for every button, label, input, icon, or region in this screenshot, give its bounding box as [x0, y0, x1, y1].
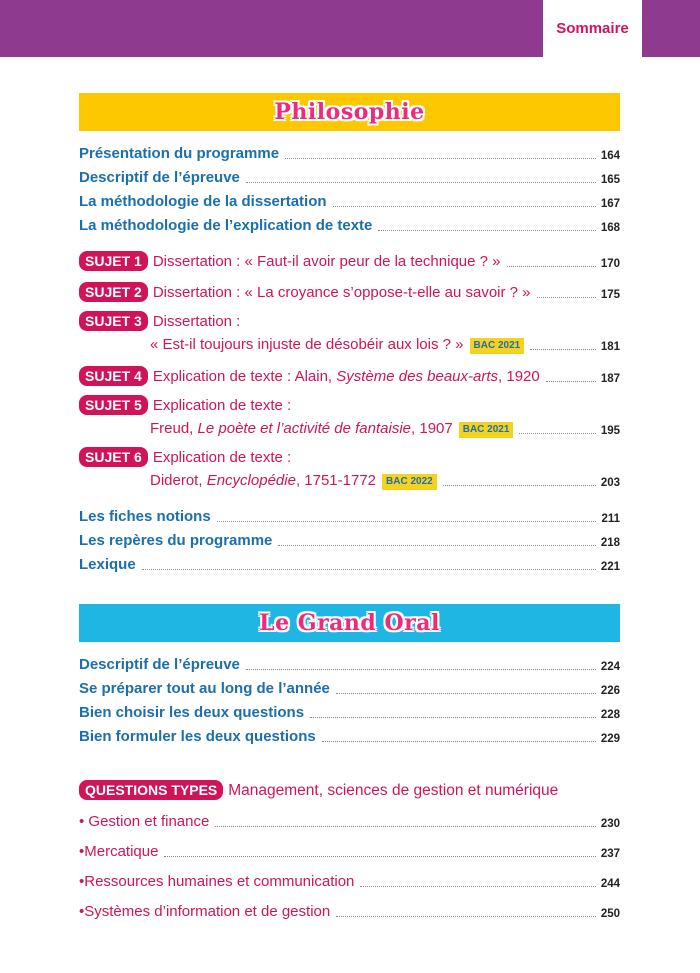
dot-leader	[164, 856, 596, 857]
toc-entry-label: Les repères du programme	[79, 532, 273, 549]
dot-leader	[530, 349, 596, 350]
page-number: 170	[600, 258, 620, 270]
sujet-text: Dissertation : « Faut-il avoir peur de la technique ? »	[152, 253, 501, 270]
toc-entry-label: Bien choisir les deux questions	[79, 704, 305, 721]
question-entry[interactable]	[79, 809, 620, 831]
sujet-entry[interactable]	[79, 280, 620, 302]
sujet-entry[interactable]	[79, 249, 620, 271]
questions-types-badge: QUESTIONS TYPES	[79, 780, 223, 800]
sujet-text: Dissertation : « La croyance s’oppose-t-elle au savoir ? »	[152, 284, 531, 301]
toc-entry[interactable]	[79, 189, 620, 211]
page-number: 165	[600, 174, 620, 186]
question-label: •Mercatique	[79, 843, 159, 860]
dot-leader	[333, 206, 596, 207]
dot-leader	[246, 669, 596, 670]
page-number: 230	[600, 818, 620, 830]
sujet-text: Explication de texte : Alain, Système des beaux-arts, 1920	[152, 368, 540, 385]
sommaire-tab[interactable]: Sommaire	[543, 0, 642, 57]
sujet-text: Explication de texte :	[152, 397, 292, 414]
sujet-entry[interactable]	[79, 393, 620, 415]
sujet-entry[interactable]	[79, 309, 620, 331]
sujet-badge: SUJET 3	[79, 311, 148, 331]
page-number: 211	[601, 513, 620, 525]
page-number: 228	[600, 709, 620, 721]
dot-leader	[278, 545, 596, 546]
dot-leader	[546, 381, 596, 382]
page-number: 250	[600, 908, 620, 920]
sujet-text: Explication de texte :	[152, 449, 292, 466]
toc-entry[interactable]	[79, 676, 620, 698]
question-entry[interactable]	[79, 869, 620, 891]
toc-entry[interactable]	[79, 141, 620, 163]
toc-entry-label: La méthodologie de la dissertation	[79, 193, 327, 210]
sujet-badge: SUJET 4	[79, 366, 148, 386]
page-number: 224	[600, 661, 620, 673]
toc-entry-label: Se préparer tout au long de l’année	[79, 680, 330, 697]
toc-entry[interactable]	[79, 165, 620, 187]
sujet-entry[interactable]	[79, 445, 620, 467]
page-number: 187	[600, 373, 620, 385]
page-number: 203	[600, 477, 620, 489]
toc-entry-label: Lexique	[79, 556, 136, 573]
philosophie-banner	[79, 93, 620, 131]
dot-leader	[217, 521, 596, 522]
page-number: 164	[600, 150, 620, 162]
question-label: • Gestion et finance	[79, 813, 210, 830]
dot-leader	[519, 433, 596, 434]
dot-leader	[310, 717, 596, 718]
page-number: 221	[600, 561, 620, 573]
sujet-text: « Est-il toujours injuste de désobéir aux lois ? »	[150, 336, 464, 353]
toc-entry[interactable]	[79, 552, 620, 574]
toc-entry[interactable]	[79, 724, 620, 746]
question-label: •Ressources humaines et communication	[79, 873, 355, 890]
dot-leader	[537, 297, 596, 298]
dot-leader	[507, 266, 596, 267]
question-entry[interactable]	[79, 899, 620, 921]
dot-leader	[443, 485, 596, 486]
question-entry[interactable]	[79, 839, 620, 861]
toc-entry[interactable]	[79, 700, 620, 722]
dot-leader	[246, 182, 596, 183]
sujet-text: Dissertation :	[152, 313, 241, 330]
page-number: 229	[600, 733, 620, 745]
bac-badge: BAC 2022	[382, 474, 437, 490]
sujet-entry-continued[interactable]	[150, 416, 620, 438]
toc-entry-label: La méthodologie de l’explication de texte	[79, 217, 373, 234]
toc-entry[interactable]	[79, 652, 620, 674]
sujet-badge: SUJET 1	[79, 251, 148, 271]
grand-oral-banner	[79, 604, 620, 642]
toc-entry-label: Présentation du programme	[79, 145, 280, 162]
question-label: •Systèmes d’information et de gestion	[79, 903, 331, 920]
dot-leader	[285, 158, 596, 159]
page-number: 167	[600, 198, 620, 210]
philosophie-title: Philosophie	[274, 99, 425, 125]
page-number: 195	[600, 425, 620, 437]
page-number: 175	[600, 289, 620, 301]
page-number: 218	[600, 537, 620, 549]
sujet-text: Diderot, Encyclopédie, 1751-1772	[150, 472, 377, 489]
dot-leader	[360, 886, 596, 887]
toc-entry-label: Descriptif de l’épreuve	[79, 169, 240, 186]
toc-entry-label: Bien formuler les deux questions	[79, 728, 316, 745]
questions-types-title: Management, sciences de gestion et numérique	[228, 782, 559, 799]
bac-badge: BAC 2021	[459, 422, 514, 438]
dot-leader	[215, 826, 596, 827]
dot-leader	[336, 916, 596, 917]
toc-entry[interactable]	[79, 213, 620, 235]
dot-leader	[336, 693, 596, 694]
page-number: 237	[600, 848, 620, 860]
page-number: 168	[600, 222, 620, 234]
grand-oral-title: Le Grand Oral	[259, 610, 440, 636]
sujet-entry-continued[interactable]	[150, 468, 620, 490]
page-number: 181	[600, 341, 620, 353]
dot-leader	[142, 569, 596, 570]
sujet-entry[interactable]	[79, 364, 620, 386]
sujet-text: Freud, Le poète et l’activité de fantaisie, 1907	[150, 420, 453, 437]
questions-types-heading[interactable]	[79, 778, 620, 800]
sujet-badge: SUJET 5	[79, 395, 148, 415]
dot-leader	[378, 230, 596, 231]
sujet-badge: SUJET 6	[79, 447, 148, 467]
dot-leader	[322, 741, 596, 742]
toc-entry-label: Les fiches notions	[79, 508, 211, 525]
toc-entry[interactable]	[79, 528, 620, 550]
toc-entry-label: Descriptif de l’épreuve	[79, 656, 240, 673]
sujet-badge: SUJET 2	[79, 282, 148, 302]
sujet-entry-continued[interactable]	[150, 332, 620, 354]
bac-badge: BAC 2021	[470, 338, 525, 354]
toc-entry[interactable]	[79, 504, 620, 526]
page-number: 226	[600, 685, 620, 697]
page-number: 244	[600, 878, 620, 890]
